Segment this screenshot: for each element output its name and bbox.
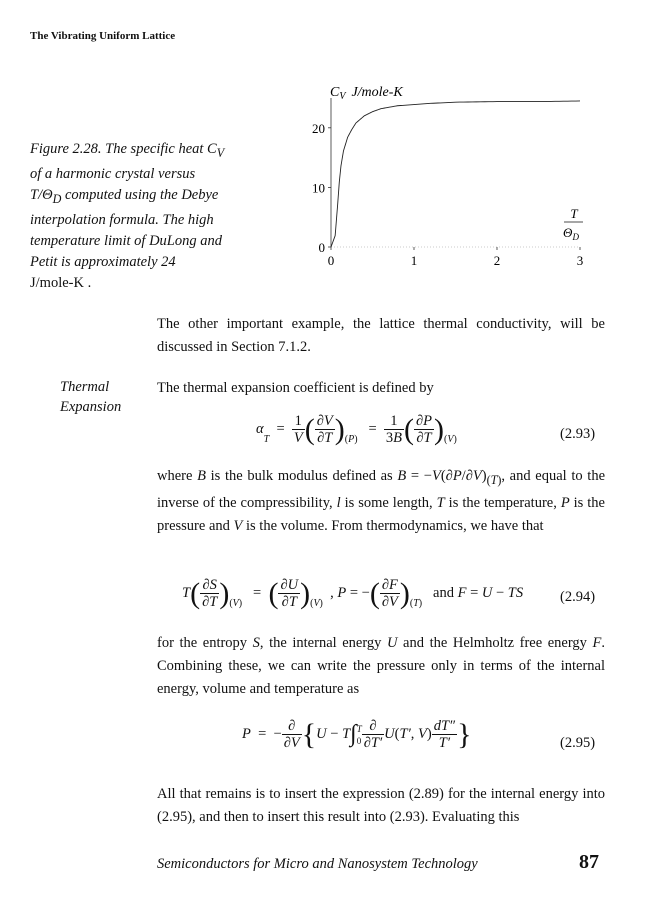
series-line-debye xyxy=(331,101,580,247)
caption-line-7: J/mole-K . xyxy=(30,274,92,291)
paragraph-5: All that remains is to insert the expression (2.89) for the internal energy into (2.95), and then to insert this result into (2.93). Evaluating this xyxy=(157,786,605,825)
y-tick-label: 0 xyxy=(318,240,325,255)
caption-ratio: T/Θ xyxy=(30,186,53,203)
x-tick-label: 0 xyxy=(327,253,335,268)
caption-ratio-sub: D xyxy=(52,191,62,206)
x-axis-label xyxy=(563,206,583,242)
x-tick-label: 2 xyxy=(493,253,501,268)
caption-line-5: temperature limit of DuLong and xyxy=(30,232,222,249)
side-heading-line-1: Thermal xyxy=(60,379,110,395)
x-label-denominator: $\Theta_D$ xyxy=(563,225,579,242)
eq94-and: and xyxy=(433,584,454,601)
y-axis-label: $C_V$ J/mole-K xyxy=(330,85,403,102)
x-tick-label: 3 xyxy=(576,253,584,268)
caption-line-3: computed using the Debye xyxy=(61,186,219,203)
caption-line-1: Figure 2.28. The specific heat C xyxy=(30,141,217,157)
x-tick-label: 1 xyxy=(410,253,418,268)
paragraph-2: The thermal expansion coefficient is defined by xyxy=(157,380,434,396)
caption-line-4: interpolation formula. The high xyxy=(30,211,214,228)
page-number: 87 xyxy=(579,851,599,873)
y-tick-label: 10 xyxy=(312,180,325,196)
equation-number-2-95: (2.95) xyxy=(560,735,596,751)
x-label-numerator: T xyxy=(570,206,578,221)
equation-2-95: P = − $\frac{\partial}{\partial V}$ {U − T∫ T 0 $\frac{\partial}{\partial T'}$ U(T′, V) $\frac{dT''}{T'}$ } xyxy=(242,717,472,751)
equation-number-2-94: (2.94) xyxy=(560,589,596,605)
side-heading-line-2: Expansion xyxy=(60,399,122,415)
equation-2-93: $\alpha_T$ = $\frac{1}{V}$ ( $\frac{\partial V}{\partial T}$ )$_{(P)}$ = $\frac{1}{3B}$ ( $\frac{\partial P}{\partial T}$ )$_{(V)}$ xyxy=(256,412,457,446)
paragraph-3: where B is the bulk modulus defined as $B = -V(\partial P/\partial V)_{(T)}$, and equal to the inverse of the compressibility, l is some length, T is the temperature, P is the pressure and V is the volume. From thermodynamics, we have that xyxy=(157,468,606,534)
paragraph-4: for the entropy S, the internal energy U and the Helmholtz free energy F. Combining these, we can write the pressure only in terms of the internal energy, volume and temperature as xyxy=(157,635,605,697)
running-header: The Vibrating Uniform Lattice xyxy=(30,30,176,42)
figure-caption xyxy=(30,139,275,294)
caption-cv-sub: V xyxy=(216,145,225,160)
y-tick-label: 20 xyxy=(312,120,325,136)
paragraph-1: The other important example, the lattice thermal conductivity, will be discussed in Section 7.1.2. xyxy=(157,316,605,355)
equation-2-94: T( $\frac{\partial S}{\partial T}$ )$_{(V)}$ = ( $\frac{\partial U}{\partial T}$ )$_{(V)}$ , P = −( $\frac{\partial F}{\partial V}$ )$_{(T)}$ and F = U − TS xyxy=(182,576,524,610)
footer-book-title: Semiconductors for Micro and Nanosystem Technology xyxy=(157,856,478,872)
side-heading xyxy=(60,377,121,417)
caption-line-2: of a harmonic crystal versus xyxy=(30,165,196,182)
equation-number-2-93: (2.93) xyxy=(560,426,596,442)
specific-heat-chart xyxy=(290,78,610,278)
caption-line-6: Petit is approximately 24 xyxy=(30,253,176,270)
